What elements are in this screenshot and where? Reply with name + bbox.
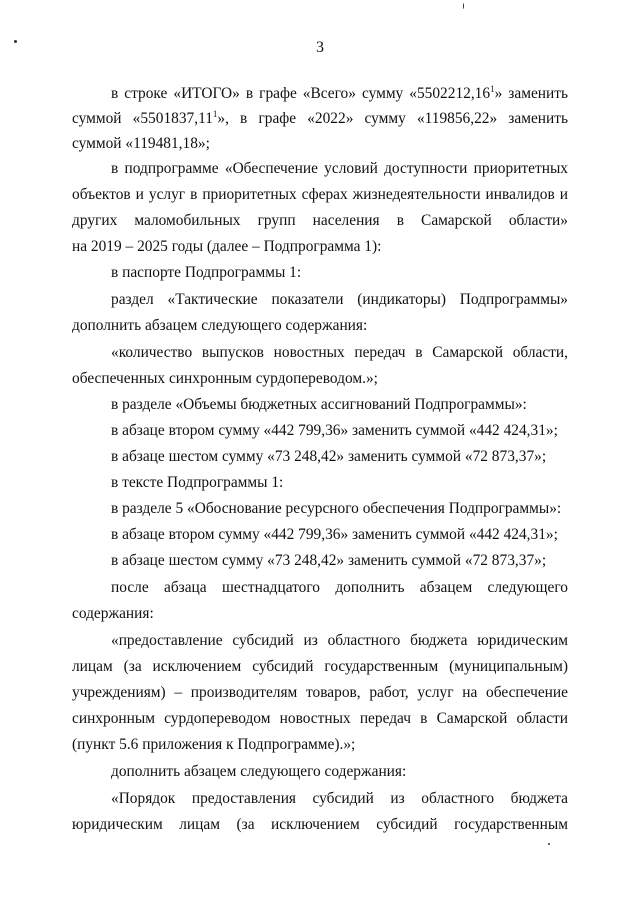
text-line: содержания: [72,605,154,622]
text-line: «предоставление субсидий из областного бюджета юридическим [111,632,568,649]
text-line: «количество выпусков новостных передач в Самарской области, [111,344,568,361]
text-line: дополнить абзацем следующего содержания: [111,763,407,780]
text-line: юридическим лицам (за исключением субсидий государственным [72,816,568,833]
text-line: объектов и услуг в приоритетных сферах жизнедеятельности инвалидов и [72,186,568,203]
scan-speck [463,3,464,9]
text-line: после абзаца шестнадцатого дополнить абзацем следующего [111,579,568,596]
text-line: в разделе 5 «Обоснование ресурсного обеспечения Подпрограммы»: [111,500,562,517]
text-line: в строке «ИТОГО» в графе «Всего» сумму «5502212,16$^1$» заменить [111,84,568,102]
text-line: в абзаце втором сумму «442 799,36» заменить суммой «442 424,31»; [111,526,558,543]
text-line: на 2019 – 2025 годы (далее – Подпрограмма 1): [72,238,382,255]
text-line: в паспорте Подпрограммы 1: [111,264,302,281]
text-line: суммой «5501837,11$^1$», в графе «2022» сумму «119856,22» заменить [72,109,568,127]
text-line: дополнить абзацем следующего содержания: [72,317,368,334]
text-line: в абзаце шестом сумму «73 248,42» заменить суммой «72 873,37»; [111,448,547,465]
text-line: «Порядок предоставления субсидий из областного бюджета [111,790,568,807]
text-line: в тексте Подпрограммы 1: [111,474,284,491]
text-line: учреждениям) – производителям товаров, работ, услуг на обеспечение [72,684,568,701]
scan-speck [548,843,550,845]
text-line: в подпрограмме «Обеспечение условий доступности приоритетных [111,160,568,177]
text-line: (пункт 5.6 приложения к Подпрограмме).»; [72,736,356,753]
text-line: суммой «119481,18»; [72,135,210,152]
text-line: лицам (за исключением субсидий государственным (муниципальным) [72,658,568,675]
text-line: в абзаце втором сумму «442 799,36» заменить суммой «442 424,31»; [111,422,558,439]
text-line: синхронным сурдопереводом новостных передач в Самарской области [72,710,568,727]
text-line: в разделе «Объемы бюджетных ассигнований Подпрограммы»: [111,396,527,413]
text-line: раздел «Тактические показатели (индикаторы) Подпрограммы» [111,291,568,308]
text-line: обеспеченных синхронным сурдопереводом.»; [72,370,378,387]
text-line: в абзаце шестом сумму «73 248,42» заменить суммой «72 873,37»; [111,552,547,569]
text-line: других маломобильных групп населения в Самарской области» [72,212,568,229]
page-number: 3 [316,39,324,56]
